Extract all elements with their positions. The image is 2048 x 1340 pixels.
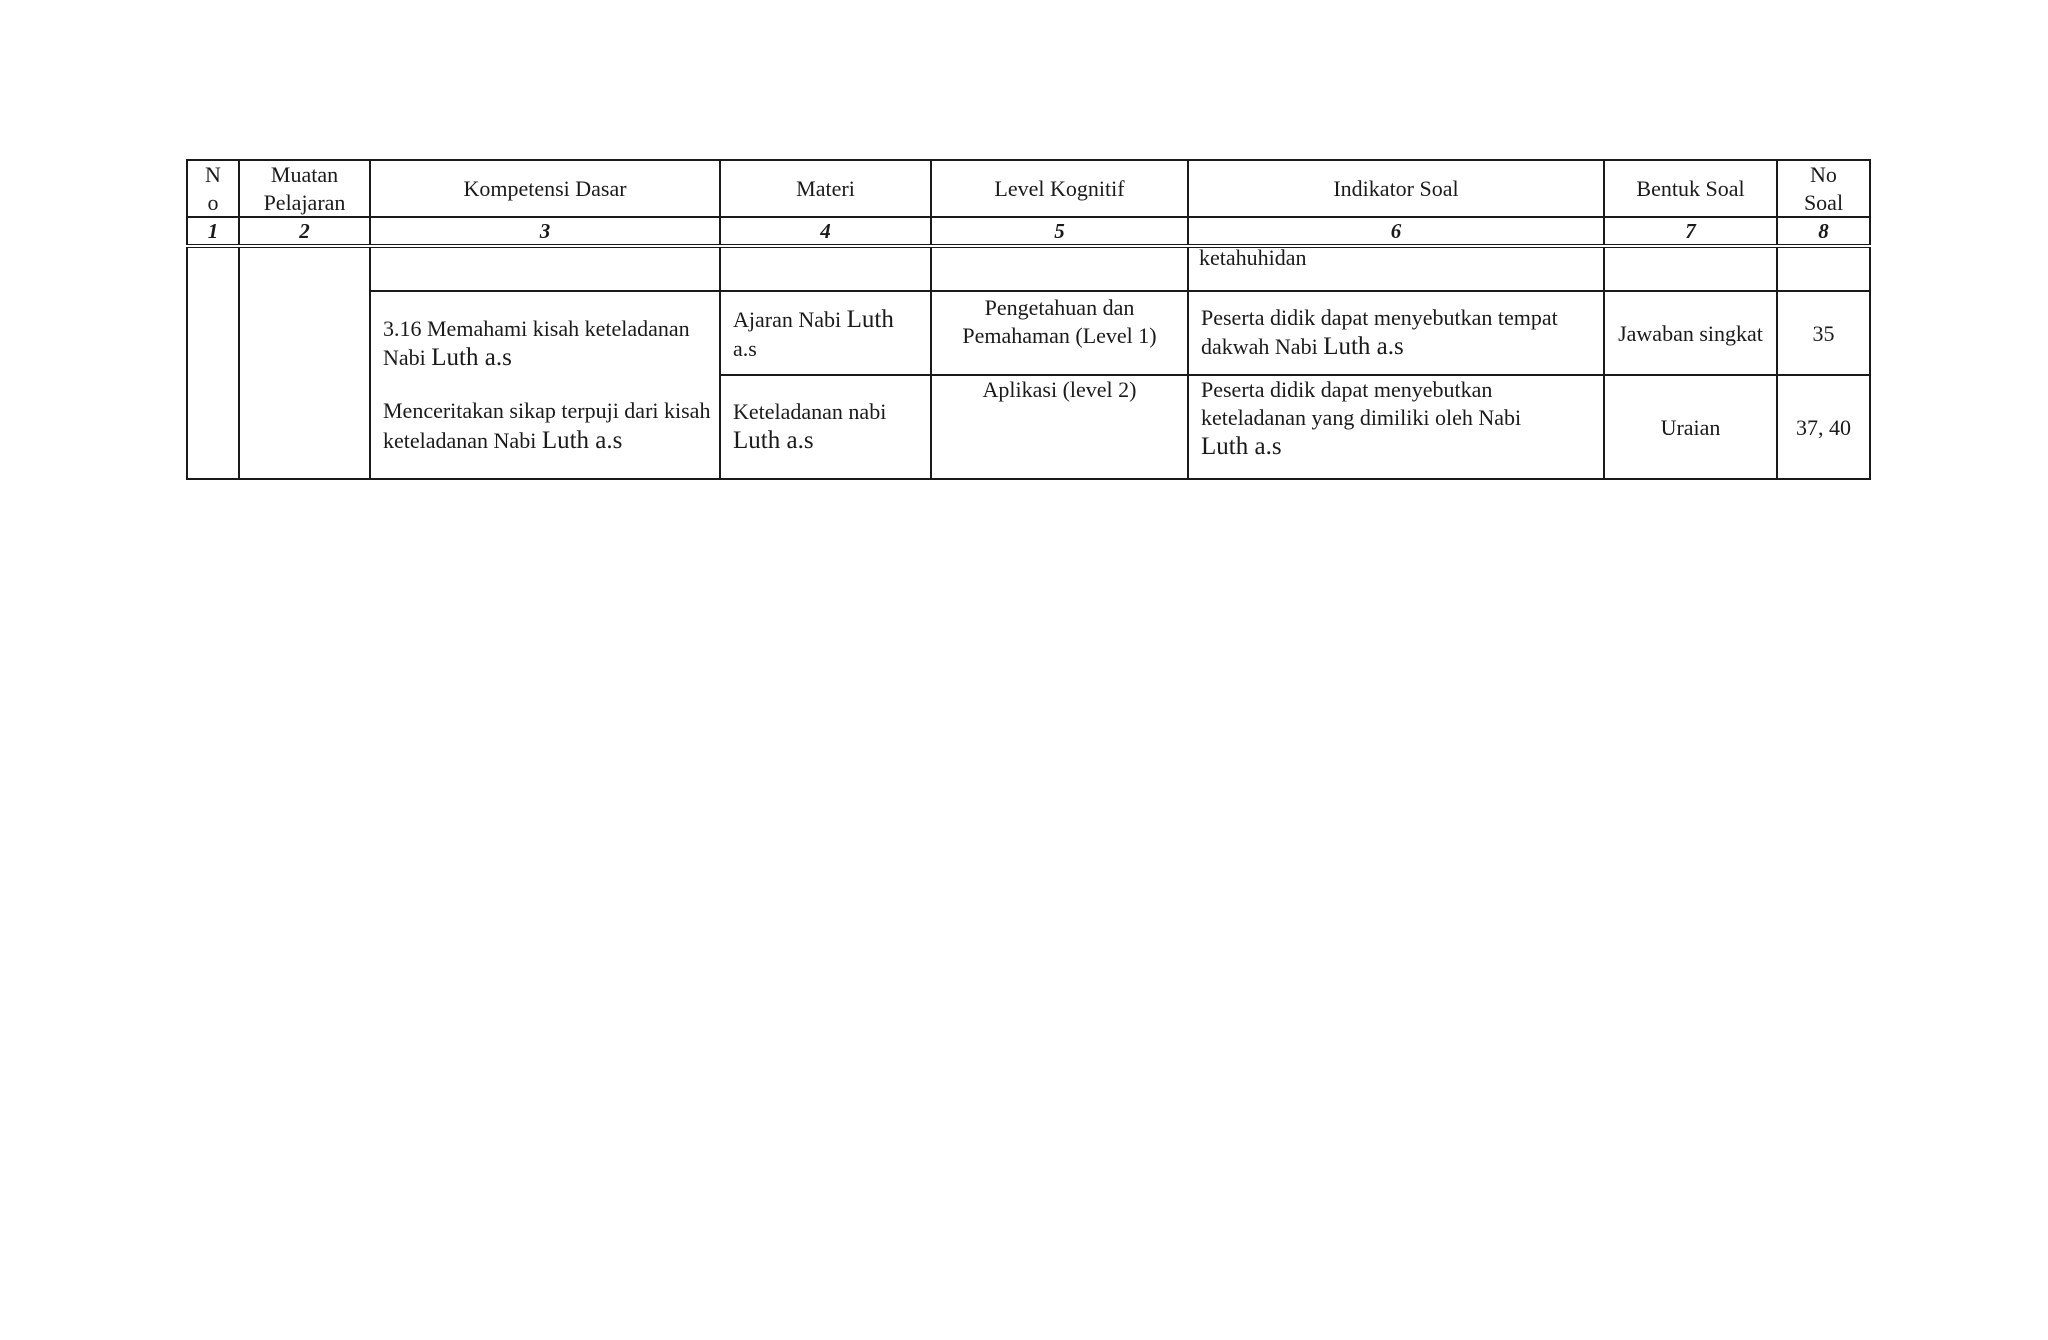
- column-number: 3: [370, 217, 720, 246]
- materi-empty-cell: [720, 246, 931, 291]
- bentuk-text: Uraian: [1660, 414, 1721, 440]
- header-muatan-line-2: Pelajaran: [263, 189, 346, 215]
- column-number: 8: [1777, 217, 1870, 246]
- bentuk-text: Jawaban singkat: [1618, 320, 1763, 346]
- kompetensi-second-emphasis: Luth a.s: [541, 426, 623, 454]
- no-soal-cell: [1777, 375, 1870, 479]
- indikator-cell: [1188, 291, 1604, 375]
- column-number: 1: [187, 217, 239, 246]
- question-grid-table: [186, 159, 1871, 480]
- continuation-text: ketahuhidan: [1199, 245, 1307, 271]
- no-soal-cell: [1777, 291, 1870, 375]
- header-no-soal-line-2: Soal: [1803, 189, 1844, 215]
- no-soal-text: 35: [1812, 320, 1835, 346]
- header-muatan: [239, 160, 370, 217]
- level-text: Pengetahuan dan Pemahaman (Level 1): [962, 295, 1157, 348]
- materi-prefix: Keteladanan nabi: [733, 398, 887, 424]
- indikator-prefix: Peserta didik dapat menyebutkan tempat dakwah Nabi: [1201, 304, 1558, 360]
- kompetensi-empty-cell: [370, 246, 720, 291]
- materi-cell: [720, 291, 931, 375]
- bentuk-empty-cell: [1604, 246, 1777, 291]
- materi-emphasis: Luth: [846, 305, 894, 333]
- no-cell: [187, 246, 239, 479]
- no-soal-empty-cell: [1777, 246, 1870, 291]
- level-cell: [931, 375, 1188, 479]
- indikator-continuation-cell: [1188, 246, 1604, 291]
- materi-cell: [720, 375, 931, 479]
- header-no-soal: [1777, 160, 1870, 217]
- kompetensi-second-prefix: Menceritakan sikap terpuji dari kisah keteladanan Nabi: [383, 398, 711, 453]
- header-no-line-1: N: [205, 162, 221, 187]
- bentuk-cell: [1604, 291, 1777, 375]
- column-number: 7: [1604, 217, 1777, 246]
- header-indikator: Indikator Soal: [1188, 160, 1604, 217]
- materi-suffix: a.s: [733, 336, 757, 362]
- kompetensi-prefix: 3.16 Memahami kisah keteladanan Nabi: [383, 315, 690, 370]
- column-number-row: [187, 217, 1870, 246]
- level-empty-cell: [931, 246, 1188, 291]
- header-row: [187, 160, 1870, 217]
- indikator-cell: [1188, 375, 1604, 479]
- continuation-row: [187, 246, 1870, 291]
- table-row: [187, 291, 1870, 375]
- header-level: Level Kognitif: [931, 160, 1188, 217]
- header-no-soal-line-1: No: [1810, 162, 1837, 187]
- level-text: Aplikasi (level 2): [982, 377, 1137, 403]
- header-bentuk: Bentuk Soal: [1604, 160, 1777, 217]
- indikator-emphasis: Luth a.s: [1201, 433, 1282, 461]
- no-soal-text: 37, 40: [1796, 414, 1851, 440]
- kompetensi-emphasis: Luth a.s: [431, 344, 512, 371]
- column-number: 6: [1188, 217, 1604, 246]
- indikator-prefix: Peserta didik dapat menyebutkan keteladanan yang dimiliki oleh Nabi: [1201, 377, 1522, 430]
- header-no: [187, 160, 239, 217]
- header-kompetensi: Kompetensi Dasar: [370, 160, 720, 217]
- kompetensi-text-2: [383, 397, 711, 456]
- materi-emphasis: Luth a.s: [733, 427, 814, 455]
- muatan-cell: [239, 246, 370, 479]
- header-materi: Materi: [720, 160, 931, 217]
- column-number: 2: [239, 217, 370, 246]
- indikator-emphasis: Luth a.s: [1323, 333, 1404, 361]
- level-cell: [931, 291, 1188, 375]
- kompetensi-cell: [370, 291, 720, 479]
- column-number: 5: [931, 217, 1188, 246]
- bentuk-cell: [1604, 375, 1777, 479]
- column-number: 4: [720, 217, 931, 246]
- header-no-line-2: o: [207, 189, 219, 215]
- materi-prefix: Ajaran Nabi: [733, 306, 847, 332]
- header-muatan-line-1: Muatan: [270, 162, 339, 187]
- kompetensi-text-1: [383, 315, 711, 374]
